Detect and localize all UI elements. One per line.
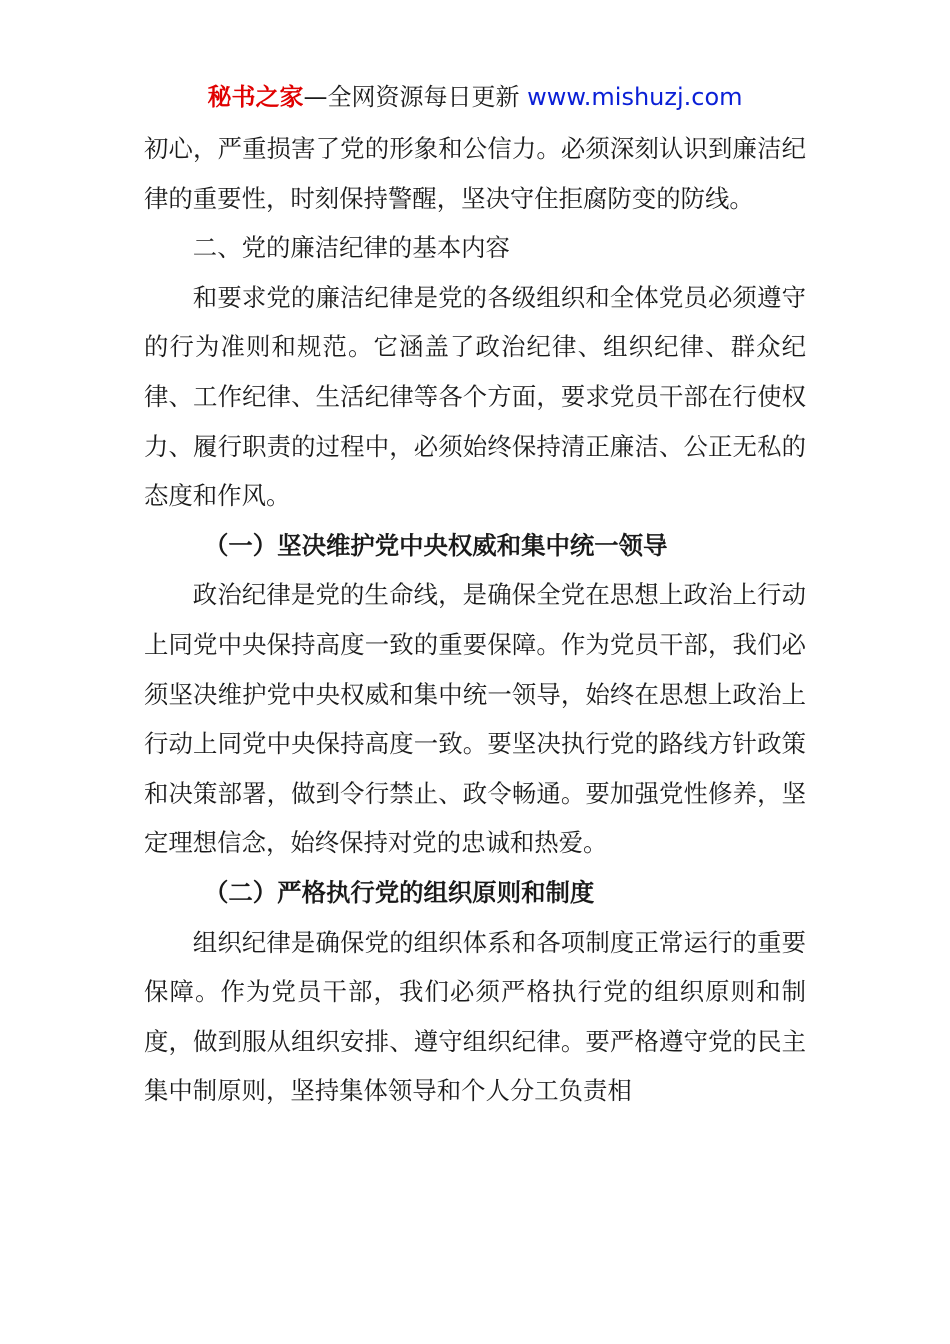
paragraph-political-discipline: 政治纪律是党的生命线，是确保全党在思想上政治上行动上同党中央保持高度一致的重要保障。作为党员干部，我们必须坚决维护党中央权威和集中统一领导，始终在思想上政治上行动上同党中央保持高度一致。要坚决执行党的路线方针政策和决策部署，做到令行禁止、政令畅通。要加强党性修养，坚定理想信念，始终保持对党的忠诚和热爱。 <box>144 580 806 858</box>
site-tagline: —全网资源每日更新 <box>303 83 528 111</box>
paragraph-basic-content: 和要求党的廉洁纪律是党的各级组织和全体党员必须遵守的行为准则和规范。它涵盖了政治纪律、组织纪律、群众纪律、工作纪律、生活纪律等各个方面，要求党员干部在行使权力、履行职责的过程中，必须始终保持清正廉洁、公正无私的态度和作风。 <box>144 282 806 511</box>
section-heading-2: 二、党的廉洁纪律的基本内容 <box>192 233 510 263</box>
paragraph-continuation: 初心，严重损害了党的形象和公信力。必须深刻认识到廉洁纪律的重要性，时刻保持警醒，坚决守住拒腐防变的防线。 <box>144 134 806 213</box>
paragraph-organizational-discipline: 组织纪律是确保党的组织体系和各项制度正常运行的重要保障。作为党员干部，我们必须严格执行党的组织原则和制度，做到服从组织安排、遵守组织纪律。要严格遵守党的民主集中制原则，坚持集体领导和个人分工负责相 <box>144 927 806 1106</box>
site-brand: 秘书之家 <box>207 83 304 111</box>
subheading-1: （一）坚决维护党中央权威和集中统一领导 <box>204 530 668 560</box>
document-body <box>144 124 806 1116</box>
site-url-link[interactable]: www.mishuzj.com <box>527 83 743 111</box>
subheading-2: （二）严格执行党的组织原则和制度 <box>204 877 595 907</box>
site-header <box>0 80 950 114</box>
